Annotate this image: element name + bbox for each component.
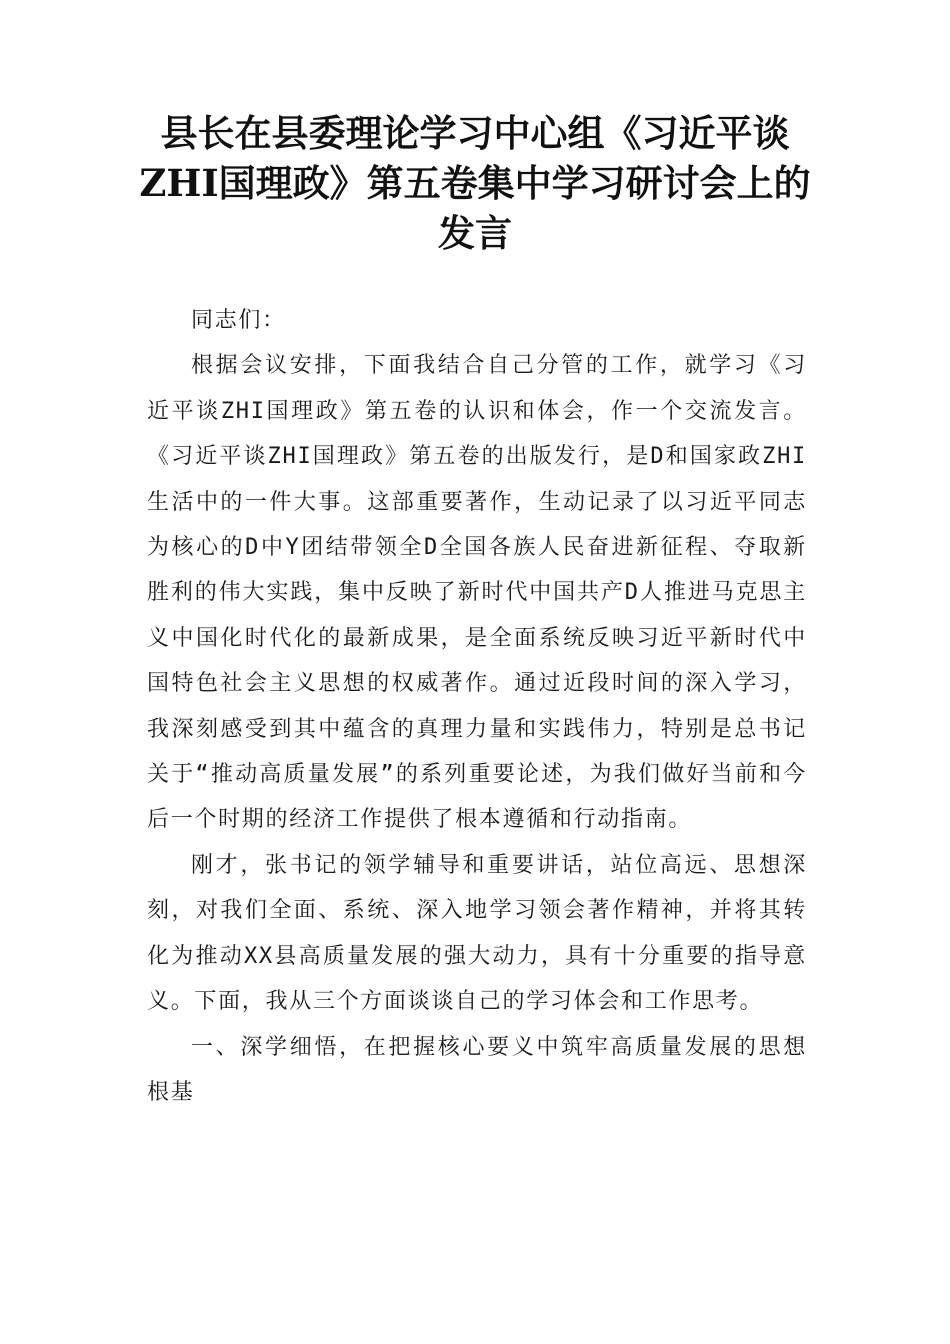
- title-line-3: 发言: [438, 211, 512, 255]
- salutation: 同志们：: [191, 308, 286, 333]
- title-line-1: 县长在县委理论学习中心组《习近平谈: [160, 111, 790, 155]
- paragraph-intro: 根据会议安排，下面我结合自己分管的工作，就学习《习近平谈ZHI国理政》第五卷的认识和体会，作一个交流发言。《习近平谈ZHI国理政》第五卷的出版发行，是D和国家政ZHI生活中的一件大事。这部重要著作，生动记录了以习近平同志为核心的D中Y团结带领全D全国各族人民奋进新征程、夺取新胜利的伟大实践，集中反映了新时代中国共产D人推进马克思主义中国化时代化的最新成果，是全面系统反映习近平新时代中国特色社会主义思想的权威著作。通过近段时间的深入学习，我深刻感受到其中蕴含的真理力量和实践伟力，特别是总书记关于“推动高质量发展”的系列重要论述，为我们做好当前和今后一个时期的经济工作提供了根本遵循和行动指南。: [147, 353, 807, 833]
- title-line-2: ZHI国理政》第五卷集中学习研讨会上的: [139, 161, 811, 205]
- section-heading-1: 一、深学细悟，在把握核心要义中筑牢高质量发展的思想根基: [147, 1034, 807, 1105]
- paragraph-response: 刚才，张书记的领学辅导和重要讲话，站位高远、思想深刻，对我们全面、系统、深入地学习领会著作精神，并将其转化为推动XX县高质量发展的强大动力，具有十分重要的指导意义。下面，我从三个方面谈谈自己的学习体会和工作思考。: [147, 852, 807, 1015]
- document-title: [130, 108, 820, 258]
- document-body: [147, 298, 807, 1115]
